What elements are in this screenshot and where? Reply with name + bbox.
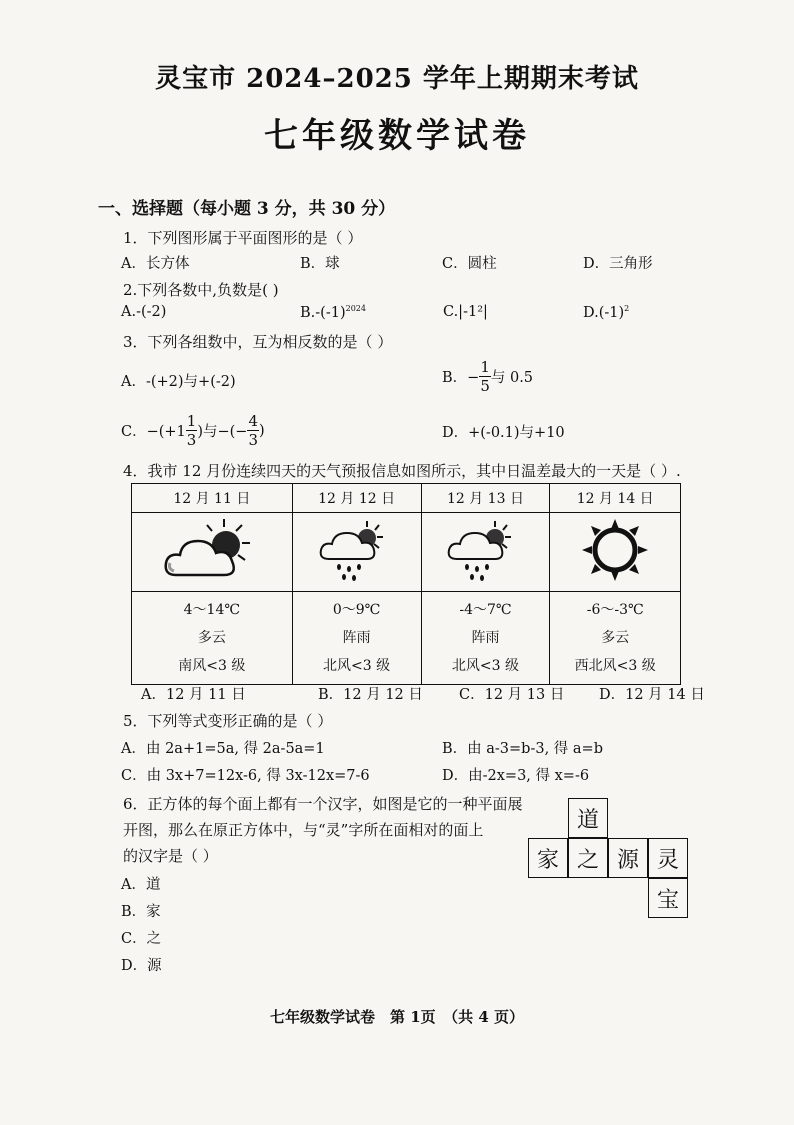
- weather-date-4: 12 月 14 日: [550, 484, 681, 513]
- q6-option-d: D．源: [121, 958, 162, 974]
- weather-wind: 南风<3 级: [178, 658, 246, 674]
- q6-option-c: C．之: [121, 931, 162, 947]
- section-heading: 一、选择题（每小题 3 分，共 30 分）: [98, 199, 396, 219]
- page-footer: 七年级数学试卷 第 1页 （共 4 页）: [269, 1008, 525, 1026]
- net-face: 道: [568, 798, 608, 838]
- weather-condition: 阵雨: [471, 630, 500, 646]
- q4-option-c: C．12 月 13 日: [459, 687, 565, 703]
- cloudy-sun-icon: [162, 517, 262, 583]
- question-4-stem: 4．我市 12 月份连续四天的天气预报信息如图所示，其中日温差最大的一天是（ ）.: [123, 462, 681, 480]
- weather-temp: 4～14℃: [183, 602, 241, 618]
- q1-option-c: C．圆柱: [442, 256, 497, 272]
- weather-wind: 西北风<3 级: [574, 658, 656, 674]
- net-face: 家: [528, 838, 568, 878]
- q5-option-c: C．由 3x+7=12x-6, 得 3x-12x=7-6: [121, 768, 370, 784]
- weather-icon-cell-1: [132, 513, 293, 592]
- question-3-stem: 3．下列各组数中，互为相反数的是（ ）: [123, 333, 393, 351]
- q1-option-d: D．三角形: [583, 256, 653, 272]
- q5-option-d: D．由-2x=3, 得 x=-6: [442, 768, 590, 784]
- q4-option-a: A．12 月 11 日: [141, 687, 246, 703]
- weather-temp: -4～7℃: [459, 602, 512, 618]
- q4-option-d: D．12 月 14 日: [599, 687, 705, 703]
- weather-wind: 北风<3 级: [451, 658, 519, 674]
- weather-table: [131, 483, 681, 685]
- weather-temp: -6～-3℃: [586, 602, 644, 618]
- q3-option-d: D．+(-0.1)与+10: [442, 425, 565, 441]
- q5-option-a: A．由 2a+1=5a, 得 2a-5a=1: [121, 741, 325, 757]
- q2-option-d: $D.(-1)^2$: [583, 304, 630, 321]
- weather-temp: 0～9℃: [332, 602, 381, 618]
- q1-option-b: B．球: [300, 256, 340, 272]
- q6-option-a: A．道: [121, 877, 161, 893]
- question-6-line-3: 的汉字是（ ）: [123, 847, 218, 865]
- weather-icon-cell-4: [550, 513, 681, 592]
- weather-date-3: 12 月 13 日: [421, 484, 550, 513]
- net-face: 灵: [648, 838, 688, 878]
- q2-option-c: C.|-1²|: [443, 304, 488, 320]
- q1-option-a: A．长方体: [121, 256, 190, 272]
- q3-option-b: B．− $\frac{1}{5}$ 与 0.5: [442, 358, 534, 395]
- weather-info-4: [550, 592, 681, 685]
- weather-icon-cell-3: [421, 513, 550, 592]
- shower-icon: [445, 517, 525, 583]
- weather-condition: 阵雨: [342, 630, 371, 646]
- weather-icon-cell-2: [292, 513, 421, 592]
- weather-info-1: [132, 592, 293, 685]
- question-6-line-1: 6．正方体的每个面上都有一个汉字，如图是它的一种平面展: [123, 795, 523, 813]
- net-face: 源: [608, 838, 648, 878]
- weather-info-2: [292, 592, 421, 685]
- q2-option-b: $B.-(-1)^{2024}$: [300, 304, 366, 321]
- q6-option-b: B．家: [121, 904, 161, 920]
- q3-option-c: C．−(+1 $\frac{1}{3}$ )与−(− $\frac{4}{3}$ ): [121, 412, 265, 449]
- question-6-line-2: 开图，那么在原正方体中，与“灵”字所在面相对的面上: [123, 821, 484, 839]
- weather-wind: 北风<3 级: [323, 658, 391, 674]
- question-5-stem: 5．下列等式变形正确的是（ ）: [123, 712, 333, 730]
- weather-condition: 多云: [197, 630, 226, 646]
- question-1-stem: 1．下列图形属于平面图形的是（ ）: [123, 229, 363, 247]
- exam-subtitle: 七年级数学试卷: [264, 116, 530, 156]
- shower-icon: [317, 517, 397, 583]
- net-face: 之: [568, 838, 608, 878]
- q5-option-b: B．由 a-3=b-3, 得 a=b: [442, 741, 603, 757]
- question-2-stem: 2.下列各数中,负数是( ): [123, 281, 279, 299]
- net-face: 宝: [648, 878, 688, 918]
- q4-option-b: B．12 月 12 日: [318, 687, 423, 703]
- q3-option-a: A．-(+2)与+(-2): [121, 374, 236, 390]
- q2-option-a: A.-(-2): [121, 304, 167, 320]
- weather-info-3: [421, 592, 550, 685]
- weather-condition: 多云: [601, 630, 630, 646]
- exam-title: 灵宝市 2024–2025 学年上期期末考试: [155, 64, 639, 94]
- weather-date-2: 12 月 12 日: [292, 484, 421, 513]
- sun-icon: [580, 517, 650, 583]
- weather-date-1: 12 月 11 日: [132, 484, 293, 513]
